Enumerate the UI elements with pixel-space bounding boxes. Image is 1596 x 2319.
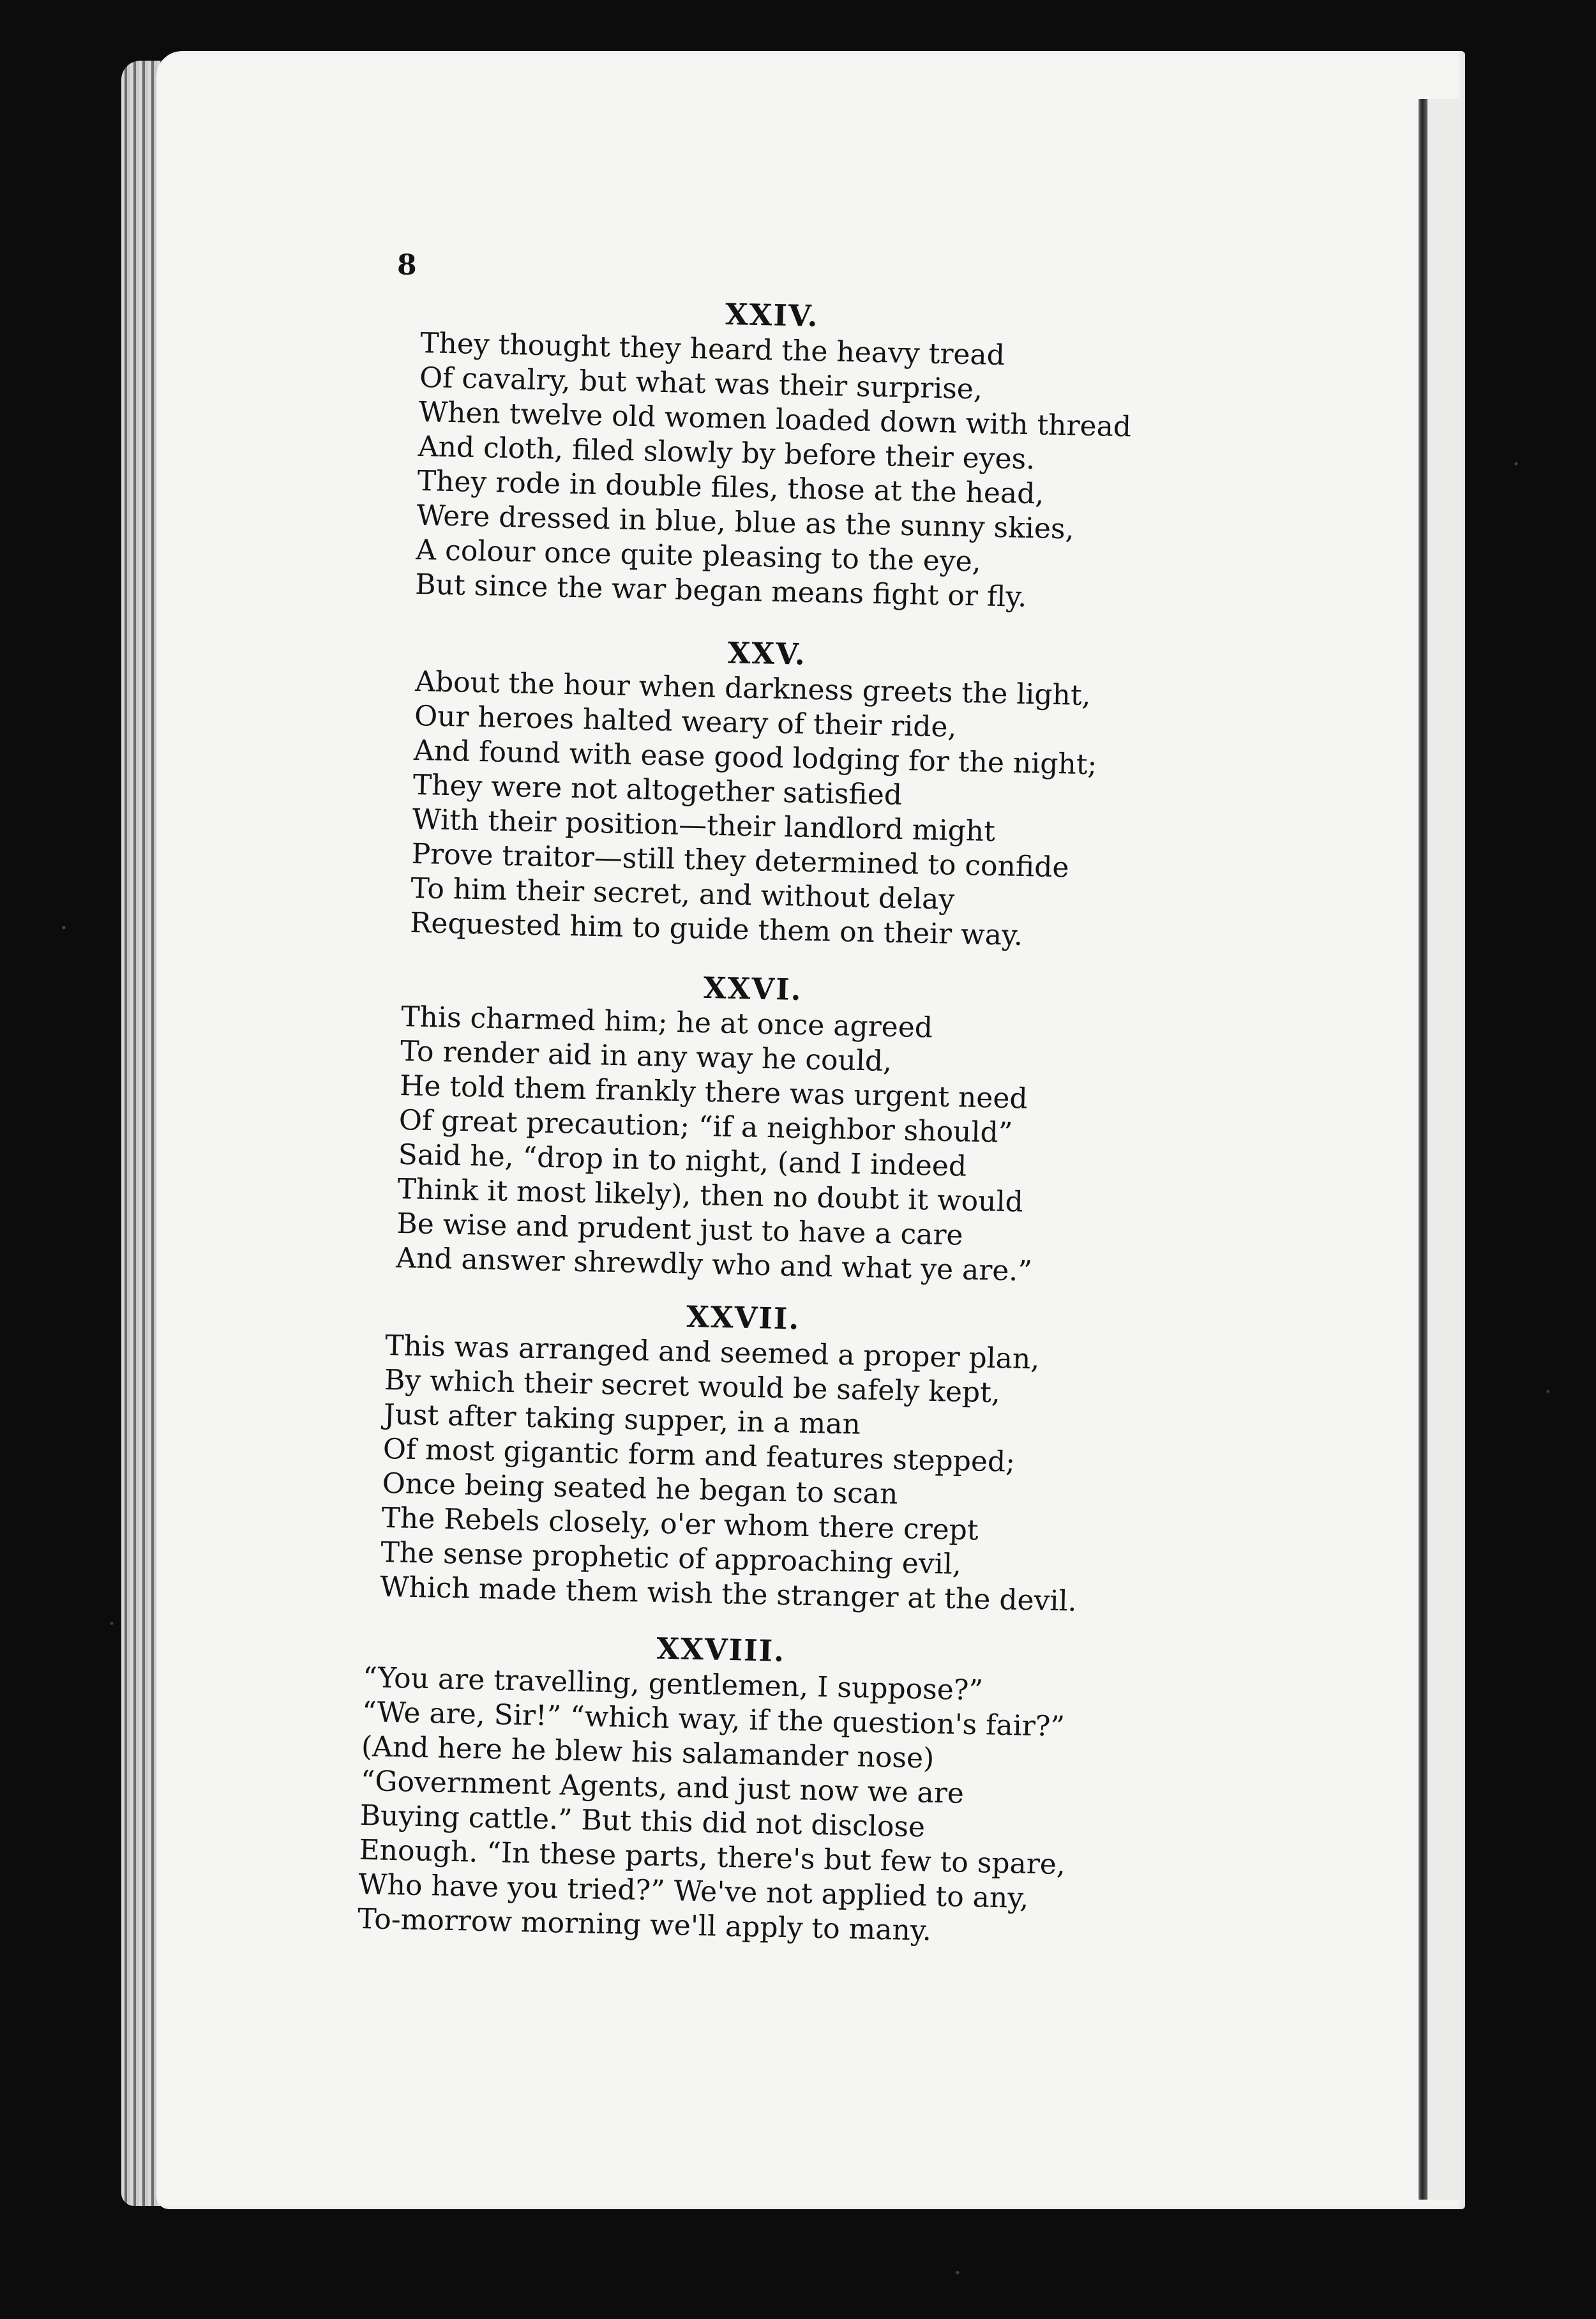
stanza-title: XXVI. <box>703 970 803 1008</box>
page-gutter-shadow <box>1419 99 1427 2200</box>
verse-line: (And here he blew his salamander nose) <box>361 1730 935 1775</box>
verse-line: “We are, Sir!” “which way, if the question's fair?” <box>361 1695 1065 1744</box>
verse-line: Buying cattle.” But this did not disclose <box>359 1799 926 1844</box>
verse-line: To render aid in any way he could, <box>400 1034 892 1078</box>
verse-line: This charmed him; he at once agreed <box>400 1000 933 1045</box>
stanza-title: XXIV. <box>725 296 820 334</box>
verse-line: Enough. “In these parts, there's but few to spare, <box>359 1833 1066 1882</box>
verse-line: Once being seated he began to scan <box>382 1467 898 1511</box>
stanza-xxviii <box>358 1625 1079 1951</box>
verse-line: To-morrow morning we'll apply to many. <box>357 1902 932 1947</box>
verse-line: The Rebels closely, o'er whom there crept <box>381 1501 979 1547</box>
verse-line: He told them frankly there was urgent need <box>399 1069 1028 1115</box>
verse-line: A colour once quite pleasing to the eye, <box>415 533 982 578</box>
verse-line: Our heroes halted weary of their ride, <box>414 699 957 744</box>
verse-line: The sense prophetic of approaching evil, <box>380 1536 962 1581</box>
verse-line: When twelve old women loaded down with thread <box>418 395 1132 444</box>
verse-line: “You are travelling, gentlemen, I suppose?” <box>362 1661 984 1707</box>
stanza-xxiv <box>414 291 1132 617</box>
verse-line: And found with ease good lodging for the night; <box>413 734 1097 782</box>
stanza-title: XXVII. <box>686 1299 801 1336</box>
verse-line: About the hour when darkness greets the light, <box>414 665 1092 713</box>
verse-line: And answer shrewdly who and what ye are.” <box>395 1241 1033 1288</box>
verse-line: This was arranged and seemed a proper plan, <box>384 1329 1040 1376</box>
verse-line: They thought they heard the heavy tread <box>419 326 1005 372</box>
verse-line: But since the war began means fight or fly. <box>414 568 1027 614</box>
verse-line: They rode in double files, those at the head, <box>417 464 1044 511</box>
verse-line: Which made them wish the stranger at the devil. <box>379 1570 1078 1618</box>
verse-line: Think it most likely), then no doubt it would <box>397 1172 1024 1219</box>
verse-line: They were not altogether satisfied <box>412 768 903 812</box>
stanza-xxvii <box>380 1293 1101 1619</box>
verse-line: Were dressed in blue, blue as the sunny skies, <box>416 499 1075 546</box>
verse-line: And cloth, filed slowly by before their eyes. <box>418 430 1035 476</box>
verse-line: With their position—their landlord might <box>412 803 996 849</box>
stanza-xxvi <box>396 964 1104 1290</box>
verse-line: Who have you tried?” We've not applied to any, <box>358 1868 1029 1915</box>
verse-line: Said he, “drop in to night, (and I indeed <box>398 1138 967 1183</box>
verse-line: Prove traitor—still they determined to confide <box>411 837 1070 884</box>
verse-line: By which their secret would be safely kept, <box>384 1363 1001 1410</box>
facing-page-edge <box>1427 99 1463 2200</box>
page-number: 8 <box>397 249 417 282</box>
verse-line: To him their secret, and without delay <box>410 872 955 916</box>
verse-line: Of great precaution; “if a neighbor should” <box>398 1103 1013 1150</box>
verse-line: Be wise and prudent just to have a care <box>396 1207 964 1252</box>
stanza-title: XXVIII. <box>656 1631 786 1668</box>
verse-line: Of cavalry, but what was their surprise, <box>419 361 983 406</box>
stanza-xxv <box>410 629 1118 955</box>
verse-line: Of most gigantic form and features stepped; <box>382 1432 1016 1479</box>
verse-line: “Government Agents, and just now we are <box>360 1764 965 1810</box>
verse-line: Just after taking supper, in a man <box>383 1398 861 1441</box>
stanza-title: XXV. <box>727 635 807 672</box>
verse-line: Requested him to guide them on their way. <box>409 906 1023 952</box>
